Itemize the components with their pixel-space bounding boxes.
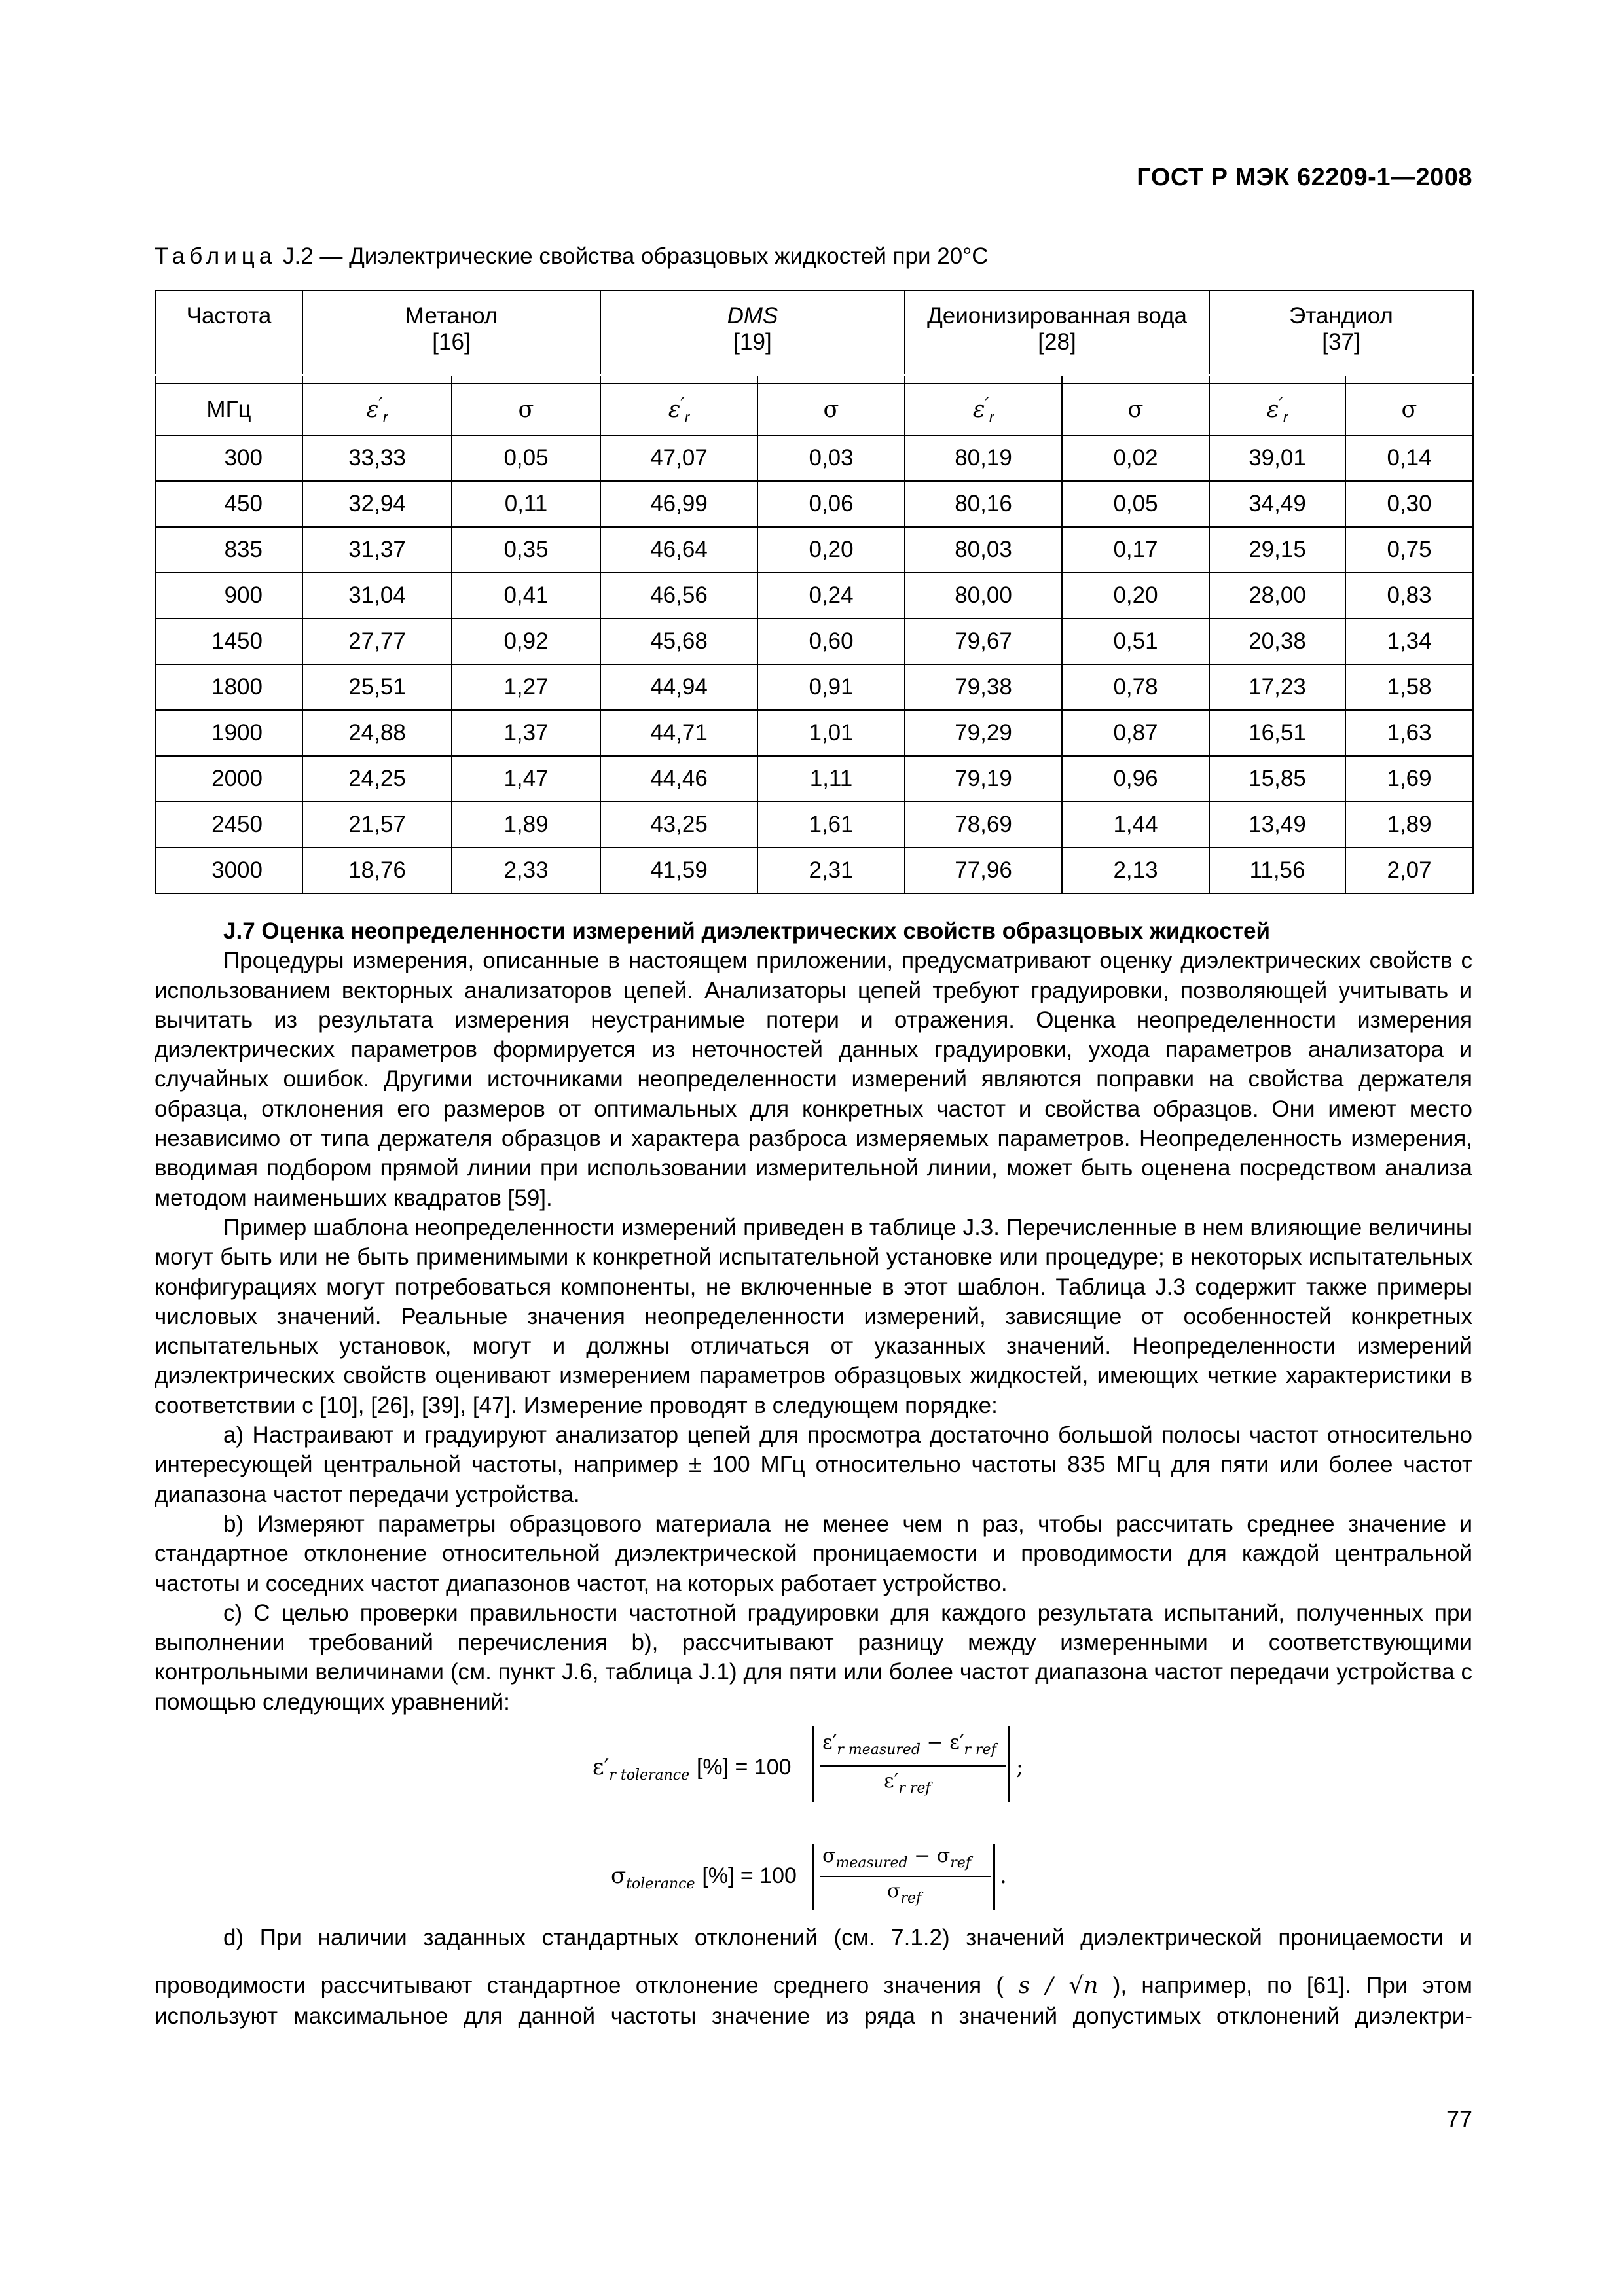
unit-permittivity: $\varepsilon'_r$ — [600, 384, 757, 435]
table-cell-value: 79,67 — [905, 619, 1062, 664]
page-number: 77 — [1446, 2106, 1472, 2132]
group-header-frequency: Частота — [155, 291, 302, 375]
table-cell-value: 0,17 — [1062, 527, 1209, 573]
table-cell-value: 80,03 — [905, 527, 1062, 573]
table-cell-value: 1,58 — [1345, 664, 1473, 710]
table-row — [155, 848, 1473, 893]
table-caption — [155, 243, 989, 270]
table-cell-value: 31,37 — [302, 527, 452, 573]
group-header-ethanediol: Этандиол [37] — [1209, 291, 1473, 375]
table-cell-value: 79,38 — [905, 664, 1062, 710]
table-cell-value: 33,33 — [302, 435, 452, 481]
paragraph: Процедуры измерения, описанные в настоящем приложении, предусматривают оценку диэлектрических свойств с использованием векторных анализаторов цепей. Анализаторы цепей требуют градуировки, позволяющей учитывать и вычитать из результата измерения неустранимые потери и отражения. Оценка неопределенности измерения диэлектрических параметров формируется из неточностей данных градуировки, ухода параметров анализатора и случайных ошибок. Другими источниками неопределенности измерений являются поправки на свойства держателя образца, отклонения его размеров от оптимальных для конкретных частот и свойства образцов. Они имеют место независимо от типа держателя образцов и характера разброса измеряемых параметров. Неопределенность измерения, вводимая подбором прямой линии при использовании измерительной линии, может быть оценена посредством анализа методом наименьших квадратов [59]. — [155, 948, 1472, 1211]
unit-conductivity — [1062, 384, 1209, 435]
table-units-row — [155, 384, 1473, 435]
table-cell-value: 0,06 — [757, 481, 905, 527]
table-cell-value: 41,59 — [600, 848, 757, 893]
sigma-symbol: σ — [823, 396, 839, 423]
table-cell-value: 46,64 — [600, 527, 757, 573]
table-cell-frequency: 450 — [155, 481, 302, 527]
table-cell-frequency: 1800 — [155, 664, 302, 710]
table-cell-value: 46,99 — [600, 481, 757, 527]
table-caption-text: J.2 — Диэлектрические свойства образцовых жидкостей при 20°С — [282, 243, 989, 269]
table-cell-value: 80,16 — [905, 481, 1062, 527]
paragraph-d-line-1: d) При наличии заданных стандартных отклонений (см. 7.1.2) значений диэлектрической проницаемости и — [223, 1925, 1472, 1950]
paragraph-d-line-3: используют максимальное для данной частоты значение из ряда n значений допустимых отклонений диэлектри- — [155, 2003, 1472, 2029]
table-cell-value: 2,33 — [452, 848, 600, 893]
table-row — [155, 481, 1473, 527]
table-cell-value: 1,63 — [1345, 710, 1473, 756]
table-cell-value: 80,00 — [905, 573, 1062, 619]
table-cell-frequency: 300 — [155, 435, 302, 481]
paragraph-item-c: c) С целью проверки правильности частотной градуировки для каждого результата испытаний, полученных при выполнении требований перечисления b), рассчитывают разницу между измеренными и соответствующими контрольными величинами (см. пункт J.6, таблица J.1) для пяти или более частот диапазона частот передачи устройства с помощью следующих уравнений: — [155, 1600, 1472, 1715]
table-cell-value: 0,05 — [452, 435, 600, 481]
table-cell-value: 25,51 — [302, 664, 452, 710]
table-row — [155, 619, 1473, 664]
table-cell-value: 13,49 — [1209, 802, 1345, 848]
table-cell-value: 0,75 — [1345, 527, 1473, 573]
table-cell-value: 0,78 — [1062, 664, 1209, 710]
unit-conductivity — [1345, 384, 1473, 435]
table-cell-value: 39,01 — [1209, 435, 1345, 481]
table-cell-value: 0,91 — [757, 664, 905, 710]
unit-conductivity — [452, 384, 600, 435]
formula-lhs: $\varepsilon'_{r tolerance}$ [%] = 100 — [593, 1754, 792, 1784]
epsilon-symbol: ε — [1266, 396, 1279, 423]
table-cell-value: 24,25 — [302, 756, 452, 802]
table-cell-value: 24,88 — [302, 710, 452, 756]
table-cell-value: 45,68 — [600, 619, 757, 664]
paragraph-item-d — [155, 1923, 1472, 2031]
table-cell-value: 78,69 — [905, 802, 1062, 848]
table-cell-frequency: 1450 — [155, 619, 302, 664]
table-cell-value: 1,34 — [1345, 619, 1473, 664]
formula-numerator: $\varepsilon'_{r measured} - \varepsilon'_{r ref}$ — [822, 1731, 996, 1758]
table-row — [155, 527, 1473, 573]
table-cell-value: 31,04 — [302, 573, 452, 619]
table-cell-value: 0,11 — [452, 481, 600, 527]
epsilon-symbol: ε — [366, 396, 379, 423]
table-cell-value: 1,47 — [452, 756, 600, 802]
table-cell-value: 0,60 — [757, 619, 905, 664]
table-cell-value: 27,77 — [302, 619, 452, 664]
table-cell-value: 15,85 — [1209, 756, 1345, 802]
table-cell-value: 47,07 — [600, 435, 757, 481]
formula-denominator: $\varepsilon'_{r ref}$ — [884, 1770, 931, 1797]
table-cell-frequency: 1900 — [155, 710, 302, 756]
table-cell-value: 0,83 — [1345, 573, 1473, 619]
table-cell-value: 1,01 — [757, 710, 905, 756]
section-j7 — [155, 916, 1472, 1717]
table-cell-value: 2,07 — [1345, 848, 1473, 893]
table-cell-value: 0,20 — [757, 527, 905, 573]
table-cell-value: 34,49 — [1209, 481, 1345, 527]
table-cell-value: 44,46 — [600, 756, 757, 802]
unit-frequency: МГц — [155, 384, 302, 435]
table-cell-value: 0,02 — [1062, 435, 1209, 481]
paragraph: Пример шаблона неопределенности измерений приведен в таблице J.3. Перечисленные в нем влияющие величины могут быть или не быть применимыми к конкретной испытательной установке или процедуре; в некоторых испытательных конфигурациях могут потребоваться компоненты, не включенные в этот шаблон. Таблица J.3 содержит также примеры числовых значений. Реальные значения неопределенности измерений, зависящие от особенностей конкретных испытательных установок, могут и должны отличаться от указанных значений. Неопределенности измерений диэлектрических свойств оценивают измерением параметров образцовых жидкостей, имеющих четкие характеристики в соответствии с [10], [26], [39], [47]. Измерение проводят в следующем порядке: — [155, 1214, 1473, 1418]
table-cell-frequency: 900 — [155, 573, 302, 619]
formula-inline: s / √n — [1018, 1973, 1099, 2000]
table-cell-value: 44,94 — [600, 664, 757, 710]
epsilon-symbol: ε — [972, 396, 985, 423]
table-cell-value: 43,25 — [600, 802, 757, 848]
table-cell-value: 1,27 — [452, 664, 600, 710]
table-cell-frequency: 2000 — [155, 756, 302, 802]
table-cell-value: 18,76 — [302, 848, 452, 893]
formula-numerator: $\sigma_{measured} - \sigma_{ref}$ — [822, 1844, 971, 1871]
table-cell-value: 0,05 — [1062, 481, 1209, 527]
table-cell-frequency: 3000 — [155, 848, 302, 893]
table-caption-label: Таблица — [155, 243, 277, 269]
table-cell-value: 0,87 — [1062, 710, 1209, 756]
table-cell-value: 80,19 — [905, 435, 1062, 481]
table-cell-frequency: 835 — [155, 527, 302, 573]
table-cell-value: 11,56 — [1209, 848, 1345, 893]
table-row — [155, 756, 1473, 802]
table-cell-value: 2,31 — [757, 848, 905, 893]
table-cell-value: 0,24 — [757, 573, 905, 619]
table-cell-value: 0,20 — [1062, 573, 1209, 619]
table-cell-value: 21,57 — [302, 802, 452, 848]
table-cell-value: 1,89 — [1345, 802, 1473, 848]
table-row — [155, 573, 1473, 619]
table-cell-value: 32,94 — [302, 481, 452, 527]
table-cell-value: 0,96 — [1062, 756, 1209, 802]
table-cell-value: 46,56 — [600, 573, 757, 619]
table-cell-value: 1,89 — [452, 802, 600, 848]
table-cell-value: 0,92 — [452, 619, 600, 664]
table-row — [155, 664, 1473, 710]
dielectric-properties-table — [155, 290, 1474, 894]
table-cell-value: 17,23 — [1209, 664, 1345, 710]
table-cell-value: 0,30 — [1345, 481, 1473, 527]
table-row — [155, 435, 1473, 481]
formula-conductivity-tolerance: $\sigma_{tolerance}$ [%] = 100 $\sigma_{measured} - \sigma_{ref}$ $\sigma_{ref}$ . — [0, 0, 1623, 2296]
table-cell-value: 2,13 — [1062, 848, 1209, 893]
table-cell-value: 0,03 — [757, 435, 905, 481]
table-group-header-row — [155, 291, 1473, 375]
table-cell-value: 1,11 — [757, 756, 905, 802]
formula-lhs: $\sigma_{tolerance}$ [%] = 100 — [611, 1863, 797, 1892]
paragraph-item-b: b) Измеряют параметры образцового материала не менее чем n раз, чтобы рассчитать среднее значение и стандартное отклонение относительной диэлектрической проницаемости и проводимости для каждой центральной частоты и соседних частот диапазонов частот, на которых работает устройство. — [155, 1511, 1472, 1596]
table-cell-value: 28,00 — [1209, 573, 1345, 619]
formula-permittivity-tolerance: $\varepsilon'_{r tolerance}$ [%] = 100 $\varepsilon'_{r measured} - \varepsilon'_{r ref}$ $\varepsilon'_{r ref}$ ; — [0, 0, 1623, 2296]
table-cell-value: 79,19 — [905, 756, 1062, 802]
table-cell-value: 1,61 — [757, 802, 905, 848]
section-heading: J.7 Оценка неопределенности измерений диэлектрических свойств образцовых жидкостей — [223, 918, 1271, 944]
group-header-dms: DMS [19] — [600, 291, 905, 375]
table-cell-value: 0,14 — [1345, 435, 1473, 481]
table-cell-value: 20,38 — [1209, 619, 1345, 664]
table-cell-value: 79,29 — [905, 710, 1062, 756]
group-header-methanol: Метанол [16] — [302, 291, 600, 375]
document-header-title: ГОСТ Р МЭК 62209-1—2008 — [1137, 164, 1472, 191]
table-cell-value: 77,96 — [905, 848, 1062, 893]
table-cell-value: 1,37 — [452, 710, 600, 756]
group-header-deionized-water: Деионизированная вода [28] — [905, 291, 1209, 375]
paragraph-d-line-2: проводимости рассчитывают стандартное отклонение среднего значения ( s / √n ), например, по [61]. При этом — [155, 1973, 1472, 2000]
unit-permittivity: $\varepsilon'_r$ — [302, 384, 452, 435]
table-cell-value: 0,51 — [1062, 619, 1209, 664]
table-cell-value: 1,44 — [1062, 802, 1209, 848]
epsilon-symbol: ε — [668, 396, 681, 423]
table-row — [155, 802, 1473, 848]
table-cell-value: 0,35 — [452, 527, 600, 573]
table-cell-frequency: 2450 — [155, 802, 302, 848]
table-cell-value: 0,41 — [452, 573, 600, 619]
formula-denominator: $\sigma_{ref}$ — [887, 1880, 922, 1907]
table-cell-value: 1,69 — [1345, 756, 1473, 802]
sigma-symbol: σ — [1127, 396, 1144, 423]
table-cell-value: 16,51 — [1209, 710, 1345, 756]
unit-conductivity — [757, 384, 905, 435]
unit-permittivity: $\varepsilon'_r$ — [905, 384, 1062, 435]
table-row — [155, 710, 1473, 756]
paragraph-item-a: a) Настраивают и градуируют анализатор цепей для просмотра достаточно большой полосы частот относительно интересующей центральной частоты, например ± 100 МГц относительно частоты 835 МГц для пяти или более частот диапазона частот передачи устройства. — [155, 1422, 1472, 1507]
table-cell-value: 29,15 — [1209, 527, 1345, 573]
sigma-symbol: σ — [518, 396, 534, 423]
sigma-symbol: σ — [1401, 396, 1417, 423]
table-header-separator — [155, 375, 1473, 384]
unit-permittivity: $\varepsilon'_r$ — [1209, 384, 1345, 435]
table-cell-value: 44,71 — [600, 710, 757, 756]
